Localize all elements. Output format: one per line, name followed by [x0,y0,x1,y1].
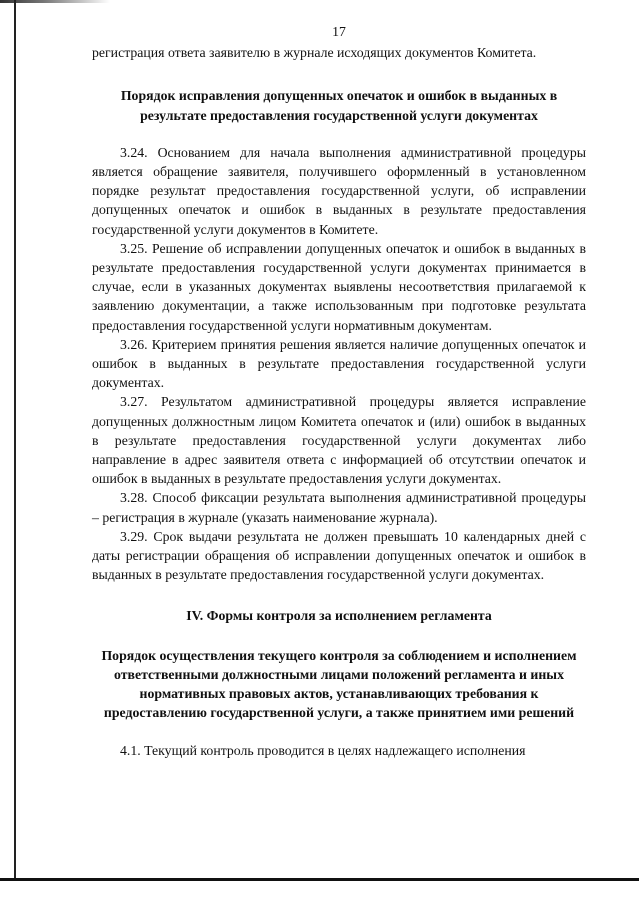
paragraph-3-28: 3.28. Способ фиксации результата выполнения административной процедуры – регистрация в журнале (указать наименование журнала). [92,490,586,525]
paragraph-3-29: 3.29. Срок выдачи результата не должен превышать 10 календарных дней с даты регистрации обращения об исправлении допущенных опечаток и ошибок в выданных в результате предоставления государственной услуги документах. [92,528,586,583]
paragraph-3-25: 3.25. Решение об исправлении допущенных опечаток и ошибок в выданных в результате предоставления государственной услуги документах принимается в случае, если в указанных документах выявлены несоответствия прилагаемой к заявлению документации, а также использованным при подготовке результата предоставления государственной услуги нормативным документам. [92,240,586,333]
section-iv-title: IV. Формы контроля за исполнением регламента [186,608,492,624]
scan-edge-bottom [0,878,639,881]
paragraph-lead: регистрация ответа заявителю в журнале исходящих документов Комитета. [92,45,537,61]
scan-edge-top [0,0,110,3]
scan-edge-left [14,0,16,880]
paragraph-3-26: 3.26. Критерием принятия решения является наличие допущенных опечаток и ошибок в выданных в результате предоставления государственной услуги документах. [92,336,586,391]
heading-current-control: Порядок осуществления текущего контроля за соблюдением и исполнением ответственными должностными лицами положений регламента и иных нормативных правовых актов, устанавливающих требования к предоставлению государственной услуги, а также принятием ими решений [101,647,577,721]
heading-corrections: Порядок исправления допущенных опечаток и ошибок в выданных в результате предоставления государственной услуги документах [120,88,558,123]
document-page [92,22,586,760]
page-number: 17 [332,24,346,39]
paragraph-3-24: 3.24. Основанием для начала выполнения административной процедуры является обращение заявителя, получившего оформленный в установленном порядке результат предоставления государственной услуги, об исправлении допущенных опечаток и ошибок в выданных в результате предоставления государственной услуги документов в Комитете. [92,144,586,237]
paragraph-4-1: 4.1. Текущий контроль проводится в целях надлежащего исполнения [120,742,526,758]
paragraph-3-27: 3.27. Результатом административной процедуры является исправление допущенных должностным лицом Комитета опечаток и (или) ошибок в выданных в результате предоставления государственной услуги документах либо направление в адрес заявителя ответа с информацией об отсутствии опечаток и ошибок в выданных в результате предоставления услуги документах. [92,394,586,487]
